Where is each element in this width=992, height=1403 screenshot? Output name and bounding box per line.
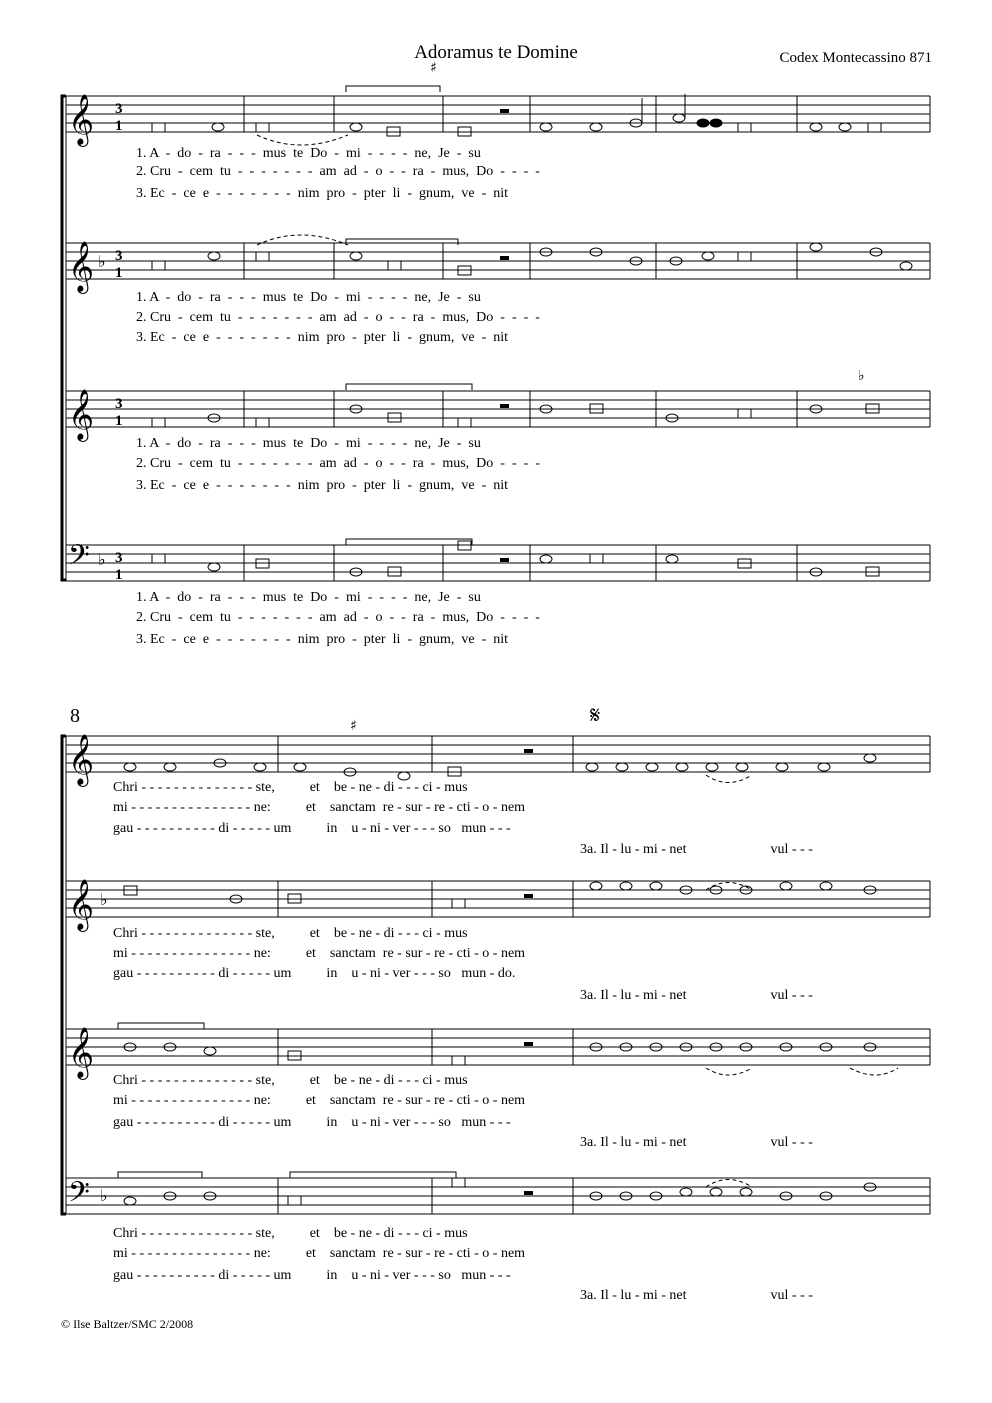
source-attribution: Codex Montecassino 871 [779,50,932,66]
treble-clef-icon: 𝄞 [68,879,95,930]
tie [706,775,752,783]
lyric-line: gau - - - - - - - - - - di - - - - - um in u - ni - ver - - - so mun - do. [113,966,516,981]
lyric-line: mi - - - - - - - - - - - - - - - ne: et sanctam re - sur - re - cti - o - nem [113,1246,526,1261]
flat-icon: ♭ [100,1186,108,1205]
treble-clef-icon: 𝄞 [68,389,95,440]
staff-soprano-2 [66,736,930,772]
svg-text:1: 1 [115,413,123,429]
ligature-bracket [346,239,458,245]
lyric-line: 3. Ec - ce e - - - - - - - nim pro - pter li - gnum, ve - nit [136,330,509,345]
lyric-line: Chri - - - - - - - - - - - - - - ste, et be - ne - di - - - ci - mus [113,780,468,795]
lyric-line: gau - - - - - - - - - - di - - - - - um in u - ni - ver - - - so mun - - - [113,1115,511,1130]
ligature-bracket [346,384,472,390]
staff-alto-1 [66,243,930,279]
bass-clef-icon: 𝄢 [68,539,90,579]
bass-clef-icon: 𝄢 [68,1176,90,1216]
svg-text:3: 3 [115,550,123,566]
lyric-line: gau - - - - - - - - - - di - - - - - um in u - ni - ver - - - so mun - - - [113,821,511,836]
lyric-line: 2. Cru - cem tu - - - - - - - am ad - o - - ra - mus, Do - - - - [136,610,540,625]
ligature-bracket [346,539,472,545]
treble-clef-icon: 𝄞 [68,1027,95,1078]
time-signatures-1 [115,101,123,583]
tie [706,1068,752,1075]
copyright-notice: © Ilse Baltzer/SMC 2/2008 [61,1317,194,1331]
ligature-bracket [290,1172,456,1178]
lyric-line: mi - - - - - - - - - - - - - - - ne: et sanctam re - sur - re - cti - o - nem [113,800,526,815]
sharp-icon: ♯ [350,718,357,734]
staff-tenor-2 [66,1029,930,1065]
lyric-line: 2. Cru - cem tu - - - - - - - am ad - o - - ra - mus, Do - - - - [136,310,540,325]
lyric-line: 3a. Il - lu - mi - net vul - - - [580,1288,813,1303]
svg-text:3: 3 [115,101,123,117]
ligature-bracket [118,1172,202,1178]
ligature-bracket [118,1023,204,1029]
tie [706,1180,752,1188]
lyric-line: 3. Ec - ce e - - - - - - - nim pro - pter li - gnum, ve - nit [136,186,509,201]
lyric-line: 1. A - do - ra - - - mus te Do - mi - - - - ne, Je - su [136,290,481,305]
system-2-bracket [62,736,66,1214]
flat-icon: ♭ [98,550,106,569]
treble-clef-icon: 𝄞 [68,734,95,785]
svg-text:1: 1 [115,265,123,281]
lyric-line: Chri - - - - - - - - - - - - - - ste, et be - ne - di - - - ci - mus [113,1226,468,1241]
svg-text:3: 3 [115,248,123,264]
staff-bass-2 [66,1178,930,1214]
svg-text:1: 1 [115,567,123,583]
svg-text:3: 3 [115,396,123,412]
lyric-line: 1. A - do - ra - - - mus te Do - mi - - - - ne, Je - su [136,590,481,605]
system-1-bracket [62,96,66,580]
treble-clef-icon: 𝄞 [68,241,95,292]
flat-icon: ♭ [100,890,108,909]
measure-number: 8 [70,705,80,727]
treble-clef-icon: 𝄞 [68,94,95,145]
lyric-line: 2. Cru - cem tu - - - - - - - am ad - o - - ra - mus, Do - - - - [136,456,540,471]
staff-alto-2 [66,881,930,917]
lyric-line: 2. Cru - cem tu - - - - - - - am ad - o - - ra - mus, Do - - - - [136,164,540,179]
lyric-line: 3. Ec - ce e - - - - - - - nim pro - pter li - gnum, ve - nit [136,632,509,647]
lyric-line: mi - - - - - - - - - - - - - - - ne: et sanctam re - sur - re - cti - o - nem [113,946,526,961]
page-title: Adoramus te Domine [414,42,578,63]
rests-system-2 [524,749,533,1195]
ligature-bracket [346,86,440,92]
lyric-line: Chri - - - - - - - - - - - - - - ste, et be - ne - di - - - ci - mus [113,926,468,941]
flat-icon: ♭ [858,368,865,384]
flat-icon: ♭ [98,252,106,271]
staff-soprano-1 [66,96,930,132]
lyric-line: 1. A - do - ra - - - mus te Do - mi - - - - ne, Je - su [136,436,481,451]
svg-text:1: 1 [115,118,123,134]
staff-tenor-1 [66,391,930,427]
tie [850,1068,898,1075]
staff-bass-1 [66,545,930,581]
lyric-line: 3. Ec - ce e - - - - - - - nim pro - pter li - gnum, ve - nit [136,478,509,493]
lyric-line: 1. A - do - ra - - - mus te Do - mi - - - - ne, Je - su [136,146,481,161]
lyric-line: Chri - - - - - - - - - - - - - - ste, et be - ne - di - - - ci - mus [113,1073,468,1088]
lyric-line: gau - - - - - - - - - - di - - - - - um in u - ni - ver - - - so mun - - - [113,1268,511,1283]
lyric-line: mi - - - - - - - - - - - - - - - ne: et sanctam re - sur - re - cti - o - nem [113,1093,526,1108]
lyric-line: 3a. Il - lu - mi - net vul - - - [580,1135,813,1150]
segno-icon: 𝄋 [590,703,601,729]
tie [257,135,348,145]
lyric-line: 3a. Il - lu - mi - net vul - - - [580,988,813,1003]
lyric-line: 3a. Il - lu - mi - net vul - - - [580,842,813,857]
sharp-icon: ♯ [430,60,437,76]
